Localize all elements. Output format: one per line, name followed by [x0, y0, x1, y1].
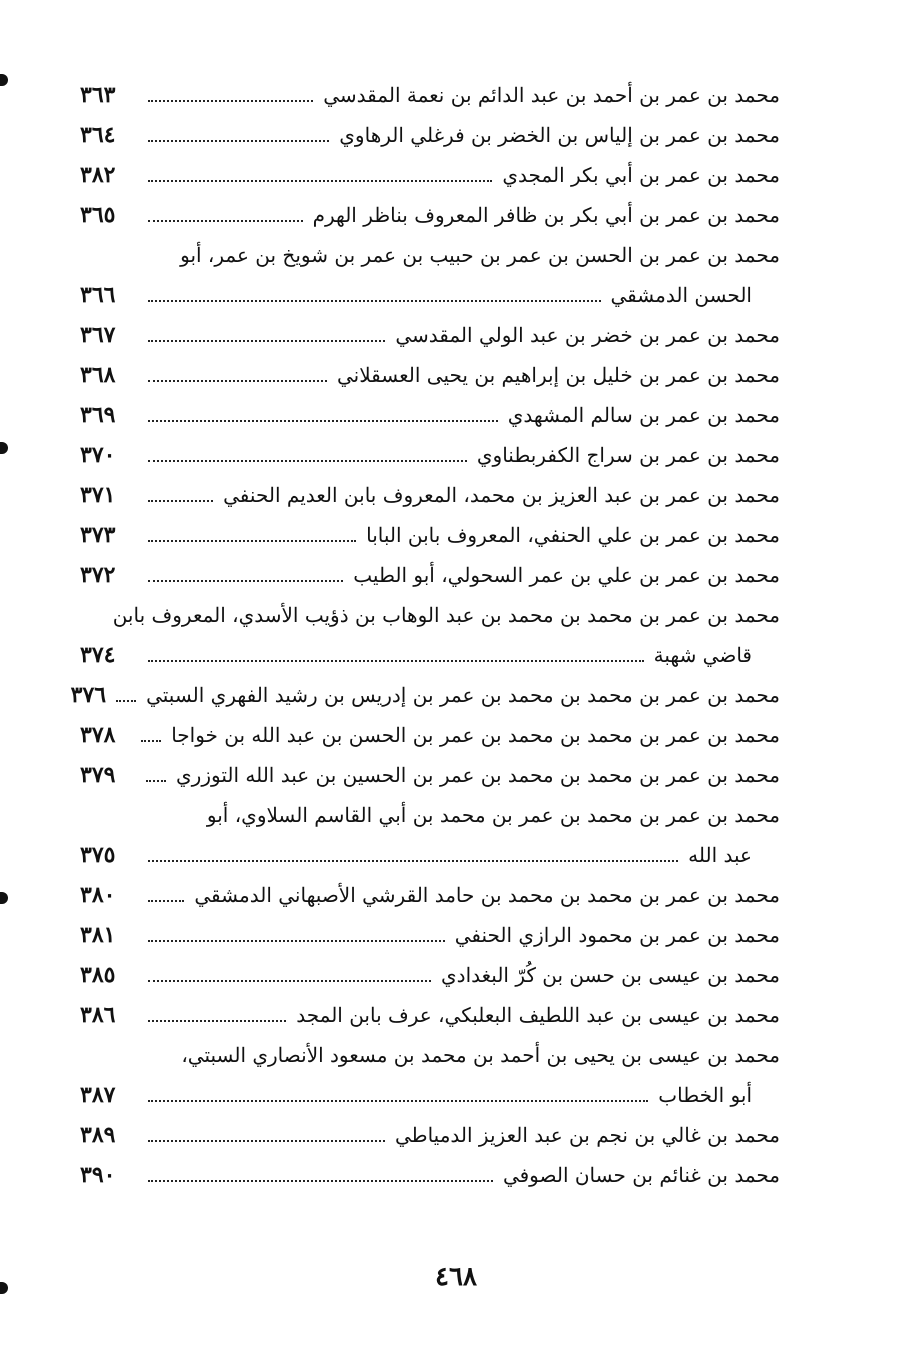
index-entry	[80, 1160, 780, 1190]
dot-leader	[148, 88, 313, 102]
entry-name: محمد بن عمر بن سراج الكفربطناوي	[476, 443, 780, 467]
index-entry	[80, 120, 780, 150]
entry-page-number: ٣٦٣	[80, 82, 116, 108]
entry-page-number: ٣٧٢	[80, 562, 116, 588]
dot-leader	[148, 968, 431, 982]
dot-leader	[148, 368, 327, 382]
entry-page-number: ٣٦٨	[80, 362, 116, 388]
entry-page-number: ٣٧٦	[70, 682, 107, 708]
entry-name-continuation: أبو الخطاب	[658, 1083, 752, 1107]
dot-leader	[148, 408, 498, 422]
index-entry	[80, 400, 780, 430]
entry-name: محمد بن عمر بن خليل بن إبراهيم بن يحيى العسقلاني	[337, 363, 780, 387]
index-entry	[80, 200, 780, 230]
entry-name: محمد بن عمر بن أحمد بن عبد الدائم بن نعمة المقدسي	[323, 83, 780, 107]
entry-page-number: ٣٩٠	[80, 1162, 116, 1188]
index-entry	[80, 880, 780, 910]
entry-name: محمد بن عيسى بن عبد اللطيف البعلبكي، عرف بابن المجد	[296, 1003, 780, 1027]
entry-name: محمد بن عمر بن أبي بكر المجدي	[502, 163, 780, 187]
index-entry	[80, 480, 780, 510]
dot-leader	[148, 568, 343, 582]
entry-name: محمد بن عمر بن أبي بكر بن ظافر المعروف بناظر الهرم	[312, 203, 780, 227]
dot-leader	[148, 168, 492, 182]
entry-page-number: ٣٦٩	[80, 402, 116, 428]
entry-page-number: ٣٨٢	[80, 162, 116, 188]
dot-leader	[148, 448, 467, 462]
index-entry	[80, 1040, 780, 1110]
dot-leader	[148, 1088, 648, 1102]
scan-edge-mark	[0, 442, 8, 454]
entry-page-number: ٣٦٥	[80, 202, 116, 228]
entry-name-line: محمد بن عيسى بن يحيى بن أحمد بن محمد بن مسعود الأنصاري السبتي،	[181, 1043, 780, 1067]
entry-name-line: محمد بن عمر بن الحسن بن عمر بن حبيب بن عمر بن شويخ بن عمر، أبو	[180, 243, 780, 267]
index-entry	[80, 360, 780, 390]
index-entry	[80, 600, 780, 670]
dot-leader	[148, 928, 445, 942]
entry-name: محمد بن عمر بن إلياس بن الخضر بن فرغلي الرهاوي	[339, 123, 780, 147]
entry-name: محمد بن عمر بن محمود الرازي الحنفي	[454, 923, 780, 947]
entry-name: محمد بن عمر بن سالم المشهدي	[507, 403, 780, 427]
scan-edge-mark	[0, 892, 8, 904]
entry-name: محمد بن غالي بن نجم بن عبد العزيز الدمياطي	[395, 1123, 780, 1147]
entry-name: محمد بن غنائم بن حسان الصوفي	[502, 1163, 780, 1187]
index-entry	[80, 800, 780, 870]
dot-leader	[148, 208, 303, 222]
entry-name: محمد بن عمر بن محمد بن محمد بن حامد القرشي الأصبهاني الدمشقي	[194, 883, 780, 907]
dot-leader	[148, 128, 329, 142]
entry-page-number: ٣٦٤	[80, 122, 116, 148]
index-entry	[80, 160, 780, 190]
entry-page-number: ٣٧٣	[80, 522, 116, 548]
entry-page-number: ٣٧٥	[80, 842, 116, 868]
entry-page-number: ٣٨٥	[80, 962, 116, 988]
dot-leader	[148, 888, 184, 902]
entry-name: محمد بن عمر بن خضر بن عبد الولي المقدسي	[395, 323, 780, 347]
entry-page-number: ٣٦٦	[80, 282, 116, 308]
entry-page-number: ٣٧٨	[80, 722, 116, 748]
index-entry	[80, 760, 780, 790]
entry-name: محمد بن عمر بن محمد بن محمد بن عمر بن الحسين بن عبد الله التوزري	[176, 763, 780, 787]
index-entry	[80, 320, 780, 350]
index-entry	[80, 440, 780, 470]
dot-leader	[148, 488, 213, 502]
entry-page-number: ٣٨٦	[80, 1002, 116, 1028]
dot-leader	[116, 688, 136, 702]
entry-name: محمد بن عمر بن علي الحنفي، المعروف بابن البابا	[366, 523, 780, 547]
dot-leader	[148, 528, 356, 542]
index-entry	[80, 80, 780, 110]
entry-page-number: ٣٨٩	[80, 1122, 116, 1148]
entry-page-number: ٣٧٩	[80, 762, 116, 788]
dot-leader	[146, 768, 166, 782]
dot-leader	[148, 848, 678, 862]
index-entry	[80, 240, 780, 310]
entry-page-number: ٣٨٧	[80, 1082, 116, 1108]
entry-page-number: ٣٧١	[80, 482, 116, 508]
entry-page-number: ٣٧٠	[80, 442, 116, 468]
index-entry	[80, 520, 780, 550]
entry-name-line: محمد بن عمر بن محمد بن محمد بن عبد الوهاب بن ذؤيب الأسدي، المعروف بابن	[112, 603, 780, 627]
entry-name-continuation: قاضي شهبة	[653, 643, 752, 667]
entry-name: محمد بن عمر بن عبد العزيز بن محمد، المعروف بابن العديم الحنفي	[223, 483, 780, 507]
entry-name: محمد بن عمر بن علي بن عمر السحولي، أبو الطيب	[353, 563, 780, 587]
entry-page-number: ٣٨٠	[80, 882, 116, 908]
dot-leader	[148, 1008, 286, 1022]
scan-edge-mark	[0, 74, 8, 86]
entry-name-continuation: عبد الله	[688, 843, 752, 867]
index-entry	[80, 1120, 780, 1150]
index-entry	[80, 920, 780, 950]
dot-leader	[148, 328, 385, 342]
entry-name-line: محمد بن عمر بن محمد بن عمر بن محمد بن أبي القاسم السلاوي، أبو	[206, 803, 780, 827]
index-entry	[80, 560, 780, 590]
entry-page-number: ٣٧٤	[80, 642, 116, 668]
index-entry	[70, 680, 780, 710]
dot-leader	[141, 728, 161, 742]
index-entry	[80, 1000, 780, 1030]
entry-name: محمد بن عمر بن محمد بن محمد بن عمر بن الحسن بن عبد الله بن خواجا	[171, 723, 780, 747]
entry-page-number: ٣٨١	[80, 922, 116, 948]
entry-name: محمد بن عمر بن محمد بن محمد بن عمر بن إدريس بن رشيد الفهري السبتي	[146, 683, 780, 707]
dot-leader	[148, 1128, 385, 1142]
entry-page-number: ٣٦٧	[80, 322, 116, 348]
entry-name-continuation: الحسن الدمشقي	[610, 283, 752, 307]
index-entry	[80, 960, 780, 990]
index-entry	[80, 720, 780, 750]
dot-leader	[148, 1168, 493, 1182]
dot-leader	[148, 648, 644, 662]
dot-leader	[148, 288, 601, 302]
index-entries	[70, 80, 780, 1200]
page-number: ٤٦٨	[435, 1262, 477, 1292]
entry-name: محمد بن عيسى بن حسن بن كُرّ البغدادي	[441, 963, 780, 987]
